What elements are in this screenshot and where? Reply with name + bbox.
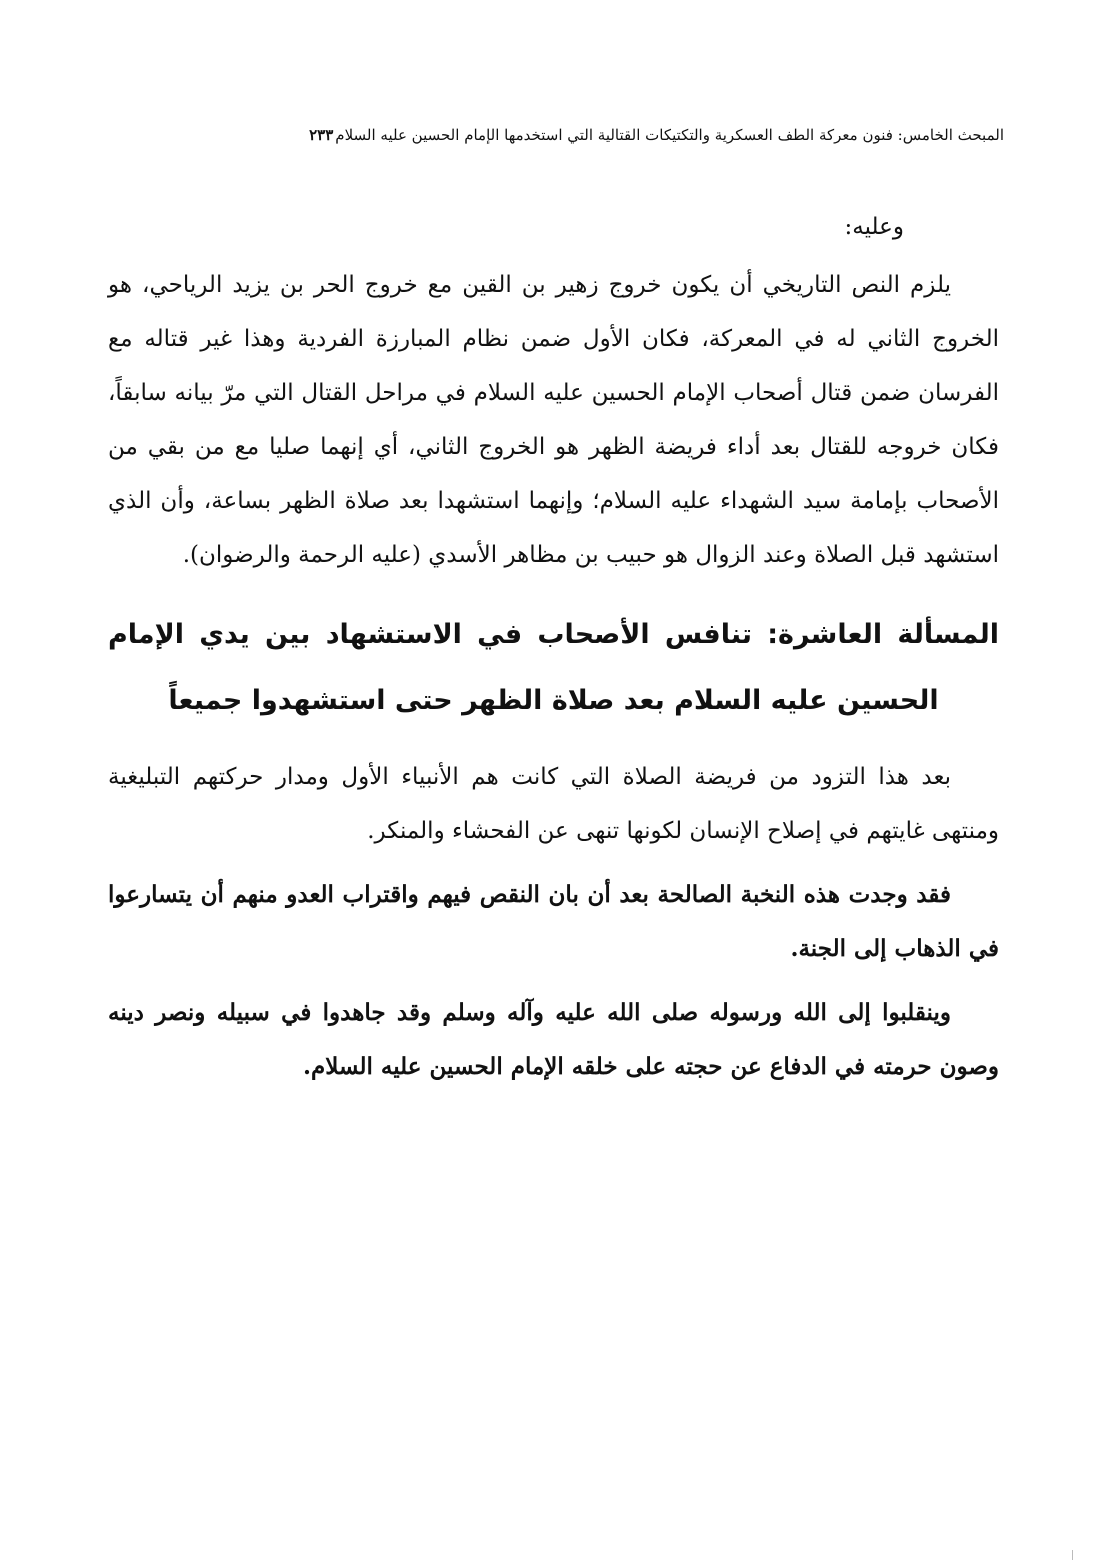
page-content — [108, 200, 999, 1474]
paragraph-4: وينقلبوا إلى الله ورسوله صلى الله عليه وآله وسلم وقد جاهدوا في سبيله ونصر دينه وصون حرمته في الدفاع عن حجته على خلقه الإمام الحسين عليه السلام. — [108, 999, 999, 1080]
running-header — [100, 124, 1004, 146]
header-title: المبحث الخامس: فنون معركة الطف العسكرية والتكتيكات القتالية التي استخدمها الإمام الحسين عليه السلام — [335, 126, 1004, 144]
paragraph-gap — [108, 976, 999, 986]
paragraph-1: يلزم النص التاريخي أن يكون خروج زهير بن القين مع خروج الحر بن يزيد الرياحي، هو الخروج الثاني له في المعركة، فكان الأول ضمن نظام المبارزة الفردية وهذا غير قتاله مع الفرسان ضمن قتال أصحاب الإمام الحسين عليه السلام في مراحل القتال التي مرّ بيانه سابقاً، فكان خروجه للقتال بعد أداء فريضة الظهر هو الخروج الثاني، أي إنهما صليا مع من بقي من الأصحاب بإمامة سيد الشهداء عليه السلام؛ وإنهما استشهدا بعد صلاة الظهر بساعة، وأن الذي استشهد قبل الصلاة وعند الزوال هو حبيب بن مظاهر الأسدي (عليه الرحمة والرضوان). — [108, 272, 999, 568]
gutter-mark — [1072, 1550, 1073, 1560]
paragraph-2: بعد هذا التزود من فريضة الصلاة التي كانت هم الأنبياء الأول ومدار حركتهم التبليغية ومنتهى غايتهم في إصلاح الإنسان لكونها تنهى عن الفحشاء والمنكر. — [108, 764, 999, 844]
lead-label: وعليه: — [844, 214, 904, 240]
section-heading: المسألة العاشرة: تنافس الأصحاب في الاستشهاد بين يدي الإمام الحسين عليه السلام بعد صلاة الظهر حتى استشهدوا جميعاً — [108, 619, 999, 716]
paragraph-gap — [108, 858, 999, 868]
page-number: ٢٣٣ — [309, 126, 334, 144]
paragraph-3: فقد وجدت هذه النخبة الصالحة بعد أن بان النقص فيهم واقتراب العدو منهم أن يتسارعوا في الذهاب إلى الجنة. — [108, 881, 999, 962]
